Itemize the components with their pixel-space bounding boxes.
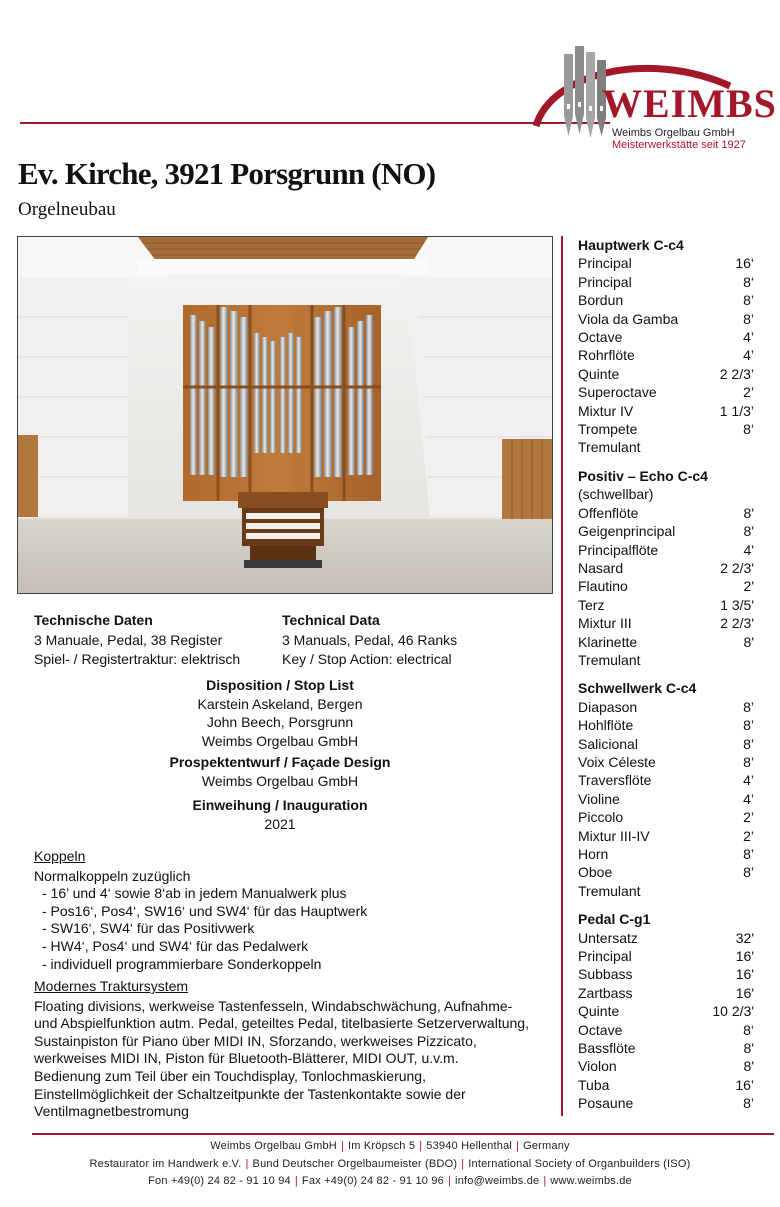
stop-row bbox=[578, 438, 754, 456]
division-note: (schwellbar) bbox=[578, 486, 654, 503]
stop-pitch: 16’ bbox=[735, 1076, 754, 1093]
stop-row bbox=[578, 1002, 754, 1020]
tech-data-de bbox=[34, 611, 240, 669]
footer-line-2: Restaurator im Handwerk e.V. | Bund Deutscher Orgelbaumeister (BDO) | International Society of Organbuilders (ISO) bbox=[89, 1158, 691, 1170]
stop-name: Octave bbox=[578, 1021, 623, 1038]
organ-pipes-icon bbox=[564, 46, 606, 138]
stop-name: Mixtur III-IV bbox=[578, 827, 650, 844]
stop-name: Principal bbox=[578, 273, 632, 290]
stop-pitch: 2' bbox=[743, 578, 754, 595]
column-divider bbox=[561, 236, 563, 1116]
stop-row bbox=[578, 929, 754, 947]
stop-name: Trompete bbox=[578, 421, 638, 438]
stop-name: Horn bbox=[578, 846, 609, 862]
stop-pitch: 8‘ bbox=[743, 1021, 754, 1038]
stop-row bbox=[578, 984, 754, 1002]
system-line: Einstellmöglichkeit der Schaltzeitpunkte der Tastenkontakte sowie der bbox=[34, 1085, 466, 1102]
stop-pitch: 8’ bbox=[743, 292, 754, 309]
stop-row bbox=[578, 716, 754, 734]
brand-wordmark: WEIMBS bbox=[602, 81, 777, 126]
stop-name: Mixtur IV bbox=[578, 402, 634, 419]
stop-row bbox=[578, 1076, 754, 1094]
stop-pitch: 2 2/3’ bbox=[719, 365, 754, 382]
footer-membership: International Society of Organbuilders (ISO) bbox=[468, 1158, 691, 1170]
stop-row bbox=[578, 845, 754, 863]
couplers-intro: Normalkoppeln zuzüglich bbox=[34, 867, 191, 884]
couplers-section bbox=[34, 848, 559, 973]
stop-pitch: 4’ bbox=[743, 347, 754, 364]
stop-pitch: 8’ bbox=[743, 735, 754, 752]
inauguration-block bbox=[20, 796, 540, 833]
tech-data-en-line2: Key / Stop Action: electrical bbox=[282, 651, 452, 667]
stop-pitch: 8' bbox=[743, 1058, 754, 1075]
division-title: Hauptwerk C-c4 bbox=[578, 237, 684, 253]
footer-line-3: Fon +49(0) 24 82 - 91 10 94 | Fax +49(0) 24 82 - 91 10 96 | info@weimbs.de | www.weimbs.de bbox=[148, 1175, 632, 1187]
stop-name: Offenflöte bbox=[578, 504, 639, 521]
stop-name: Nasard bbox=[578, 559, 624, 576]
system-line: Floating divisions, werkweise Tastenfesseln, Windabschwächung, Aufnahme- bbox=[34, 997, 513, 1014]
division bbox=[578, 467, 754, 669]
stop-pitch: 8’ bbox=[743, 1095, 754, 1112]
stop-pitch: 16' bbox=[735, 966, 754, 983]
stop-row bbox=[578, 559, 754, 577]
header-rule bbox=[20, 122, 610, 124]
stop-row bbox=[578, 365, 754, 383]
stop-name: Octave bbox=[578, 329, 623, 346]
disposition-line: John Beech, Porsgrunn bbox=[206, 714, 354, 731]
stop-name: Principal bbox=[578, 255, 632, 272]
stop-pitch: 2 2/3' bbox=[720, 615, 754, 632]
division-title: Schwellwerk C-c4 bbox=[578, 680, 697, 697]
stop-pitch: 1 3/5' bbox=[720, 596, 754, 613]
stop-list bbox=[578, 236, 754, 1123]
brand-company: Weimbs Orgelbau GmbH bbox=[612, 127, 735, 139]
stop-name: Superoctave bbox=[578, 384, 657, 401]
stop-pitch: 4’ bbox=[743, 772, 754, 789]
coupler-item: - HW4‘, Pos4‘ und SW4‘ für das Pedalwerk bbox=[42, 937, 309, 954]
stop-row bbox=[578, 827, 754, 845]
stop-row bbox=[578, 863, 754, 881]
division-title: Positiv – Echo C-c4 bbox=[578, 467, 708, 484]
stop-name: Oboe bbox=[578, 864, 613, 881]
stop-row bbox=[578, 753, 754, 771]
stop-row bbox=[578, 633, 754, 651]
disposition-heading: Disposition / Stop List bbox=[206, 677, 354, 693]
stop-name: Tuba bbox=[578, 1076, 610, 1093]
stop-row bbox=[578, 383, 754, 401]
stop-row bbox=[578, 1094, 754, 1112]
stop-pitch: 8' bbox=[743, 504, 754, 521]
stop-pitch: 10 2/3' bbox=[712, 1003, 754, 1020]
brand-tagline: Meisterwerkstätte seit 1927 bbox=[612, 139, 746, 151]
stop-pitch: 2 2/3' bbox=[720, 559, 754, 576]
stop-name: Tremulant bbox=[578, 882, 641, 899]
division bbox=[578, 236, 754, 457]
stop-pitch: 2’ bbox=[743, 809, 754, 826]
footer-country: Germany bbox=[523, 1140, 570, 1152]
footer-line-1: Weimbs Orgelbau GmbH | Im Kröpsch 5 | 53940 Hellenthal | Germany bbox=[210, 1140, 570, 1152]
stop-name: Zartbass bbox=[578, 984, 633, 1001]
system-line: Sustainpiston für Piano über MIDI IN, Sforzando, werkweises Pizzicato, bbox=[34, 1032, 477, 1049]
division-title: Pedal C-g1 bbox=[578, 911, 651, 928]
organ-photo bbox=[17, 236, 553, 594]
disposition-line: Karstein Askeland, Bergen bbox=[197, 695, 363, 712]
stop-row bbox=[578, 790, 754, 808]
system-line: Bedienung zum Teil über ein Touchdisplay, Tonlochmaskierung, bbox=[34, 1067, 426, 1084]
stop-name: Tremulant bbox=[578, 439, 641, 456]
stop-name: Bassflöte bbox=[578, 1040, 636, 1057]
disposition-line: Weimbs Orgelbau GmbH bbox=[201, 732, 359, 749]
footer-fax: Fax +49(0) 24 82 - 91 10 96 bbox=[301, 1175, 444, 1187]
stop-row bbox=[578, 310, 754, 328]
stop-pitch: 8’ bbox=[743, 310, 754, 327]
stop-pitch: 16' bbox=[735, 984, 754, 1001]
stop-row bbox=[578, 420, 754, 438]
stop-pitch: 16‘ bbox=[735, 255, 754, 272]
stop-name: Diapason bbox=[578, 698, 638, 715]
inauguration-year: 2021 bbox=[264, 815, 296, 832]
stop-pitch: 1 1/3’ bbox=[719, 402, 754, 419]
stop-row bbox=[578, 328, 754, 346]
footer-email-link[interactable]: info@weimbs.de bbox=[455, 1175, 540, 1187]
stop-name: Mixtur III bbox=[578, 615, 632, 632]
stop-pitch: 4’ bbox=[743, 329, 754, 346]
division bbox=[578, 910, 754, 1112]
stop-name: Traversflöte bbox=[578, 772, 652, 789]
stop-pitch: 8' bbox=[743, 1040, 754, 1057]
stop-name: Voix Céleste bbox=[578, 753, 656, 770]
stop-row bbox=[578, 504, 754, 522]
stop-name: Rohrflöte bbox=[578, 347, 635, 364]
inauguration-heading: Einweihung / Inauguration bbox=[192, 797, 368, 813]
stop-name: Quinte bbox=[578, 365, 620, 382]
system-section bbox=[34, 978, 559, 1121]
couplers-heading: Koppeln bbox=[34, 848, 86, 864]
division bbox=[578, 679, 754, 900]
stop-name: Violon bbox=[578, 1058, 617, 1075]
stop-name: Principal bbox=[578, 948, 632, 965]
system-line: Ventilmagnetbestromung bbox=[34, 1103, 189, 1120]
stop-row bbox=[578, 541, 754, 559]
stop-row bbox=[578, 651, 754, 669]
stop-row bbox=[578, 254, 754, 272]
stop-pitch: 16' bbox=[735, 948, 754, 965]
stop-pitch: 8’ bbox=[743, 846, 754, 862]
footer-membership: Bund Deutscher Orgelbaumeister (BDO) bbox=[252, 1158, 458, 1170]
stop-row bbox=[578, 1021, 754, 1039]
stop-row bbox=[578, 965, 754, 983]
stop-row bbox=[578, 273, 754, 291]
stop-name: Tremulant bbox=[578, 651, 641, 668]
stop-row bbox=[578, 402, 754, 420]
tech-data-de-heading: Technische Daten bbox=[34, 612, 153, 628]
stop-row bbox=[578, 1057, 754, 1075]
stop-row bbox=[578, 882, 754, 900]
stop-pitch: 32' bbox=[735, 929, 754, 946]
stop-row bbox=[578, 522, 754, 540]
stop-pitch: 8’ bbox=[743, 717, 754, 734]
stop-name: Salicional bbox=[578, 735, 638, 752]
stop-row bbox=[578, 771, 754, 789]
footer-phone: Fon +49(0) 24 82 - 91 10 94 bbox=[148, 1175, 291, 1187]
footer-membership: Restaurator im Handwerk e.V. bbox=[89, 1158, 242, 1170]
stop-row bbox=[578, 291, 754, 309]
stop-pitch: 4’ bbox=[743, 790, 754, 807]
page-title: Ev. Kirche, 3921 Porsgrunn (NO) bbox=[18, 156, 436, 191]
stop-name: Klarinette bbox=[578, 633, 638, 650]
footer-city: 53940 Hellenthal bbox=[426, 1140, 513, 1152]
stop-row bbox=[578, 346, 754, 364]
stop-row bbox=[578, 808, 754, 826]
page-subtitle: Orgelneubau bbox=[18, 199, 116, 220]
stop-row bbox=[578, 577, 754, 595]
system-line: werkweises MIDI IN, Piston für Bluetooth-Blätterer, MIDI OUT, u.v.m. bbox=[34, 1050, 459, 1067]
stop-name: Untersatz bbox=[578, 929, 638, 946]
stop-name: Bordun bbox=[578, 292, 624, 309]
stop-row bbox=[578, 614, 754, 632]
stop-row bbox=[578, 698, 754, 716]
stop-row bbox=[578, 596, 754, 614]
stop-pitch: 8’ bbox=[743, 864, 754, 881]
stop-row bbox=[578, 947, 754, 965]
coupler-item: - Pos16‘, Pos4‘, SW16‘ und SW4‘ für das Hauptwerk bbox=[42, 902, 368, 919]
stop-name: Posaune bbox=[578, 1095, 634, 1112]
stop-pitch: 8‘ bbox=[743, 273, 754, 290]
design-line: Weimbs Orgelbau GmbH bbox=[201, 772, 359, 789]
stop-name: Viola da Gamba bbox=[578, 310, 679, 327]
footer-street: Im Kröpsch 5 bbox=[348, 1140, 416, 1152]
footer-rule bbox=[32, 1133, 774, 1135]
stop-name: Subbass bbox=[578, 966, 633, 983]
footer-website-link[interactable]: www.weimbs.de bbox=[550, 1175, 632, 1187]
tech-data-en bbox=[282, 611, 457, 669]
coupler-item: - 16’ und 4‘ sowie 8‘ab in jedem Manualwerk plus bbox=[42, 885, 347, 902]
stop-pitch: 2’ bbox=[743, 384, 754, 401]
stop-pitch: 8' bbox=[743, 523, 754, 540]
stop-name: Flautino bbox=[578, 578, 628, 595]
stop-name: Geigenprincipal bbox=[578, 523, 676, 540]
tech-data-de-line1: 3 Manuale, Pedal, 38 Register bbox=[34, 632, 223, 648]
stop-pitch: 4' bbox=[743, 541, 754, 558]
stop-row bbox=[578, 1039, 754, 1057]
tech-data-en-heading: Technical Data bbox=[282, 612, 380, 628]
coupler-item: - individuell programmierbare Sonderkoppeln bbox=[42, 955, 322, 972]
tech-data-en-line1: 3 Manuals, Pedal, 46 Ranks bbox=[282, 632, 458, 648]
tech-data-de-line2: Spiel- / Registertraktur: elektrisch bbox=[34, 651, 241, 667]
stop-row bbox=[578, 735, 754, 753]
system-heading: Modernes Traktursystem bbox=[34, 978, 189, 994]
stop-name: Principalflöte bbox=[578, 541, 659, 558]
design-heading: Prospektentwurf / Façade Design bbox=[169, 754, 391, 770]
stop-pitch: 8’ bbox=[743, 753, 754, 770]
stop-pitch: 8‘ bbox=[743, 421, 754, 438]
stop-name: Piccolo bbox=[578, 809, 624, 826]
stop-name: Terz bbox=[578, 596, 605, 613]
stop-name: Hohlflöte bbox=[578, 717, 634, 734]
footer-company: Weimbs Orgelbau GmbH bbox=[210, 1140, 337, 1152]
coupler-item: - SW16‘, SW4‘ für das Positivwerk bbox=[42, 920, 255, 937]
stop-pitch: 8' bbox=[743, 633, 754, 650]
system-line: und Abspielfunktion autm. Pedal, geteiltes Pedal, titelbasierte Setzerverwaltung, bbox=[34, 1015, 529, 1032]
stop-pitch: 8’ bbox=[743, 698, 754, 715]
design-block bbox=[20, 753, 540, 790]
stop-name: Violine bbox=[578, 790, 620, 807]
stop-pitch: 2’ bbox=[743, 827, 754, 844]
disposition-block bbox=[20, 676, 540, 750]
stop-name: Quinte bbox=[578, 1003, 620, 1020]
